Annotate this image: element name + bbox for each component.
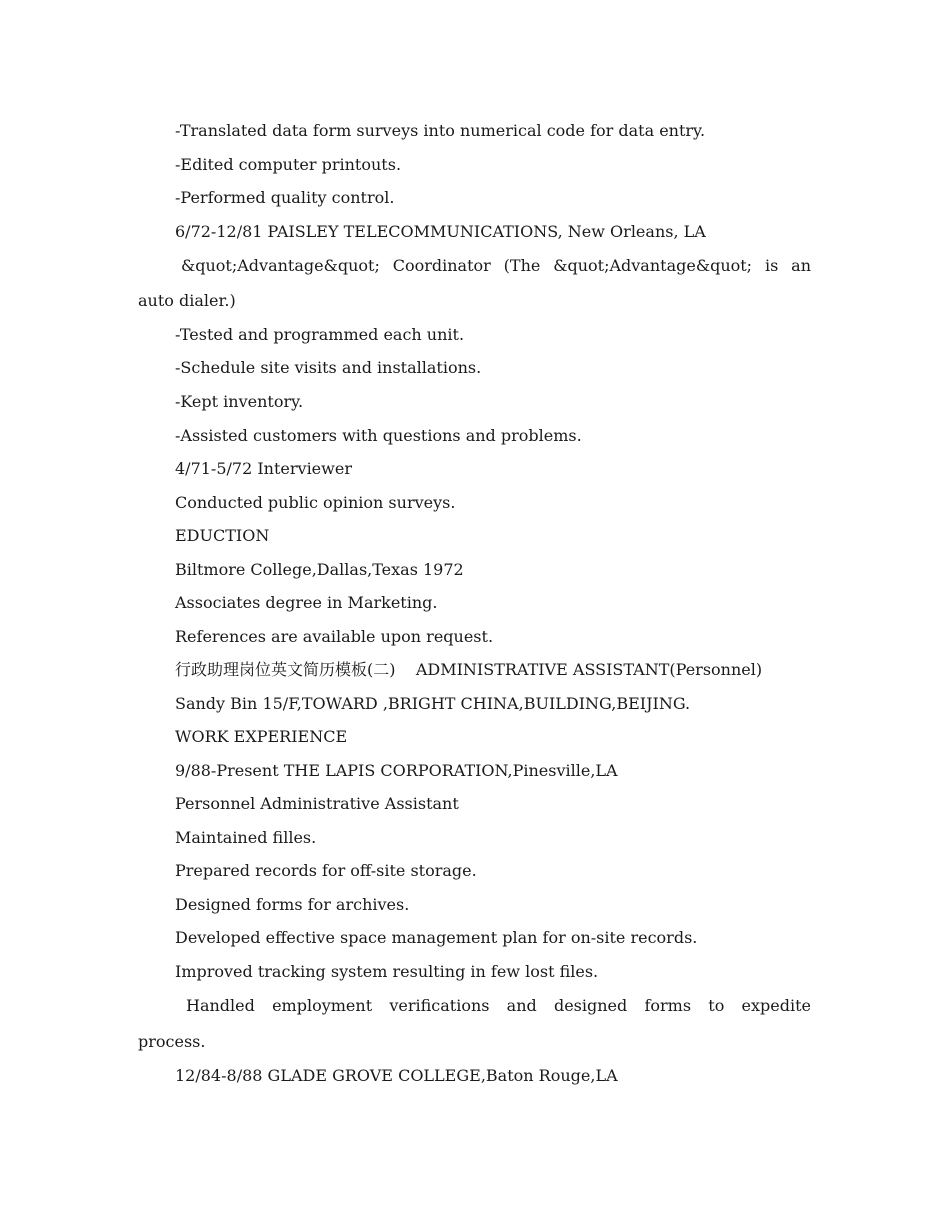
text-line: 9/88-Present THE LAPIS CORPORATION,Pinesville,LA: [175, 761, 618, 780]
text-line: -Translated data form surveys into numerical code for data entry.: [175, 121, 706, 140]
section-heading: WORK EXPERIENCE: [175, 727, 348, 746]
text-line: Developed effective space management plan for on-site records.: [175, 928, 698, 947]
text-line: Personnel Administrative Assistant: [175, 794, 459, 813]
text-line: Sandy Bin 15/F,TOWARD ,BRIGHT CHINA,BUILDING,BEIJING.: [175, 694, 691, 713]
text-line: process.: [138, 1032, 206, 1051]
section-heading: EDUCTION: [175, 526, 270, 545]
text-line: Biltmore College,Dallas,Texas 1972: [175, 560, 464, 579]
text-line: 12/84-8/88 GLADE GROVE COLLEGE,Baton Rouge,LA: [175, 1066, 618, 1085]
text-line: -Tested and programmed each unit.: [175, 325, 465, 344]
text-line: References are available upon request.: [175, 627, 494, 646]
text-line: &quot;Advantage&quot; Coordinator (The &quot;Advantage&quot; is an: [181, 256, 811, 275]
text-line: Improved tracking system resulting in few lost files.: [175, 962, 599, 981]
text-line: Conducted public opinion surveys.: [175, 493, 456, 512]
text-line: 4/71-5/72 Interviewer: [175, 459, 352, 478]
text-line: Designed forms for archives.: [175, 895, 410, 914]
text-line: 6/72-12/81 PAISLEY TELECOMMUNICATIONS, New Orleans, LA: [175, 222, 706, 241]
resume-title: 行政助理岗位英文简历模板(二) ADMINISTRATIVE ASSISTANT(Personnel): [175, 660, 763, 679]
text-line: -Kept inventory.: [175, 392, 304, 411]
text-line: -Assisted customers with questions and problems.: [175, 426, 582, 445]
text-line: auto dialer.): [138, 291, 236, 310]
text-line: -Schedule site visits and installations.: [175, 358, 482, 377]
text-line: Associates degree in Marketing.: [175, 593, 438, 612]
text-line: -Performed quality control.: [175, 188, 395, 207]
text-line: Prepared records for off-site storage.: [175, 861, 477, 880]
text-line: Handled employment verifications and designed forms to expedite: [186, 996, 811, 1015]
text-line: Maintained filles.: [175, 828, 317, 847]
text-line: -Edited computer printouts.: [175, 155, 402, 174]
